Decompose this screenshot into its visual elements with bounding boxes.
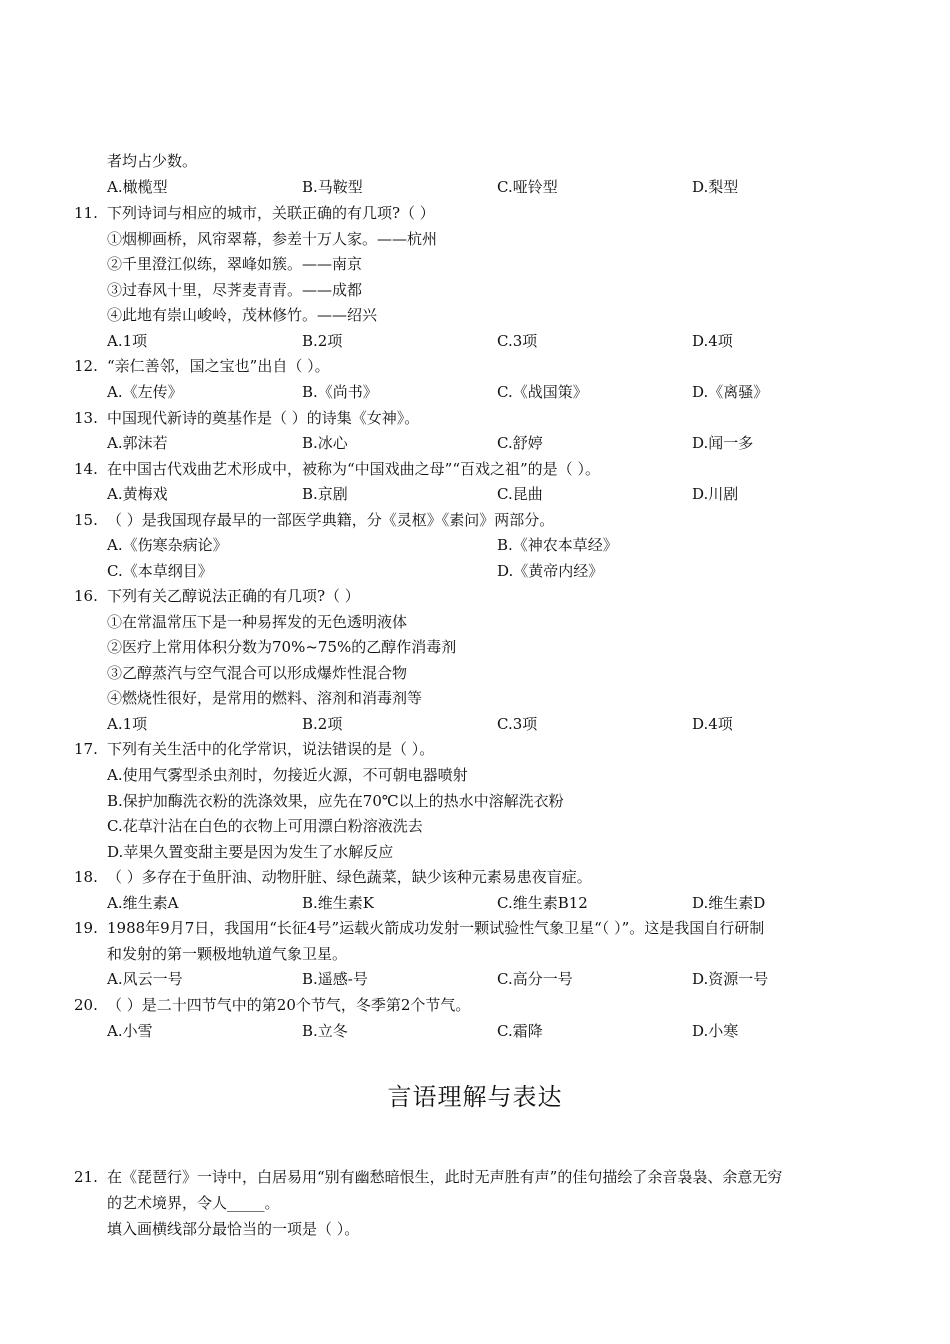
q18-stem: （ ）多存在于鱼肝油、动物肝脏、绿色蔬菜，缺少该种元素易患夜盲症。 (107, 868, 592, 886)
q13-option-a: A.郭沫若 (107, 434, 168, 452)
q11-option-a: A.1项 (107, 332, 148, 350)
q17-option-a: A.使用气雾型杀虫剂时，勿接近火源，不可朝电器喷射 (107, 766, 468, 784)
q18-option-d: D.维生素D (692, 894, 766, 912)
q18-option-c: C.维生素B12 (497, 894, 588, 912)
q10-continuation: 者均占少数。 (107, 152, 198, 170)
q20-stem: （ ）是二十四节气中的第20个节气，冬季第2个节气。 (107, 996, 471, 1014)
q16-item-1: ①在常温常压下是一种易挥发的无色透明液体 (107, 613, 408, 631)
q18-number: 18. (74, 868, 98, 886)
q13-option-c: C.舒婷 (497, 434, 543, 452)
q16-item-4: ④燃烧性很好，是常用的燃料、溶剂和消毒剂等 (107, 689, 423, 707)
q11-option-b: B.2项 (302, 332, 343, 350)
q12-option-c: C.《战国策》 (497, 383, 588, 401)
q19-option-a: A.风云一号 (107, 970, 183, 988)
q19-number: 19. (74, 919, 98, 937)
q19-stem: 1988年9月7日，我国用“长征4号”运载火箭成功发射一颗试验性气象卫星“（ ）”。这是我国自行研制 (107, 919, 765, 937)
q15-number: 15. (74, 511, 98, 529)
q10-option-c: C.哑铃型 (497, 178, 558, 196)
q14-option-c: C.昆曲 (497, 485, 543, 503)
q20-option-b: B.立冬 (302, 1022, 348, 1040)
q19-stem-continued: 和发射的第一颗极地轨道气象卫星。 (107, 945, 348, 963)
q13-number: 13. (74, 409, 98, 427)
q18-option-a: A.维生素A (107, 894, 179, 912)
q16-stem: 下列有关乙醇说法正确的有几项?（ ） (107, 587, 360, 605)
q20-option-a: A.小雪 (107, 1022, 153, 1040)
q16-item-3: ③乙醇蒸汽与空气混合可以形成爆炸性混合物 (107, 664, 408, 682)
q14-option-b: B.京剧 (302, 485, 348, 503)
q10-option-d: D.梨型 (692, 178, 739, 196)
q15-option-b: B.《神农本草经》 (497, 536, 618, 554)
q16-number: 16. (74, 587, 98, 605)
q12-option-b: B.《尚书》 (302, 383, 378, 401)
q18-option-b: B.维生素K (302, 894, 374, 912)
q20-number: 20. (74, 996, 98, 1014)
q14-stem: 在中国古代戏曲艺术形成中，被称为“中国戏曲之母”“百戏之祖”的是（ ）。 (107, 460, 600, 478)
q14-number: 14. (74, 460, 98, 478)
q12-option-a: A.《左传》 (107, 383, 183, 401)
q11-option-c: C.3项 (497, 332, 538, 350)
q11-stem: 下列诗词与相应的城市，关联正确的有几项?（ ） (107, 204, 435, 222)
q17-option-b: B.保护加酶洗衣粉的洗涤效果，应先在70℃以上的热水中溶解洗衣粉 (107, 792, 564, 810)
q17-option-c: C.花草汁沾在白色的衣物上可用漂白粉溶液洗去 (107, 817, 423, 835)
q17-number: 17. (74, 740, 98, 758)
q14-option-d: D.川剧 (692, 485, 739, 503)
q19-option-c: C.高分一号 (497, 970, 573, 988)
q21-stem: 在《琵琶行》一诗中，白居易用“别有幽愁暗恨生，此时无声胜有声”的佳句描绘了余音袅袅、余意无穷 (107, 1168, 783, 1186)
q11-option-d: D.4项 (692, 332, 733, 350)
q21-prompt: 填入画横线部分最恰当的一项是（ ）。 (107, 1220, 360, 1238)
q16-option-c: C.3项 (497, 715, 538, 733)
q12-number: 12. (74, 357, 98, 375)
q21-number: 21. (74, 1168, 98, 1186)
q12-stem: “亲仁善邻，国之宝也”出自（ ）。 (107, 357, 330, 375)
section-title: 言语理解与表达 (387, 1083, 563, 1111)
q16-option-d: D.4项 (692, 715, 733, 733)
q13-option-d: D.闻一多 (692, 434, 754, 452)
q17-stem: 下列有关生活中的化学常识，说法错误的是（ ）。 (107, 740, 435, 758)
q17-option-d: D.苹果久置变甜主要是因为发生了水解反应 (107, 843, 394, 861)
q19-option-b: B.遥感-号 (302, 970, 368, 988)
q15-option-a: A.《伤寒杂病论》 (107, 536, 228, 554)
q10-option-b: B.马鞍型 (302, 178, 363, 196)
q10-option-a: A.橄榄型 (107, 178, 168, 196)
q16-option-b: B.2项 (302, 715, 343, 733)
q14-option-a: A.黄梅戏 (107, 485, 168, 503)
q13-stem: 中国现代新诗的奠基作是（ ）的诗集《女神》。 (107, 409, 420, 427)
q11-item-4: ④此地有崇山峻岭，茂林修竹。——绍兴 (107, 306, 378, 324)
q12-option-d: D.《离骚》 (692, 383, 769, 401)
q20-option-d: D.小寒 (692, 1022, 739, 1040)
q20-option-c: C.霜降 (497, 1022, 543, 1040)
q21-stem-continued: 的艺术境界，令人_____。 (107, 1194, 280, 1212)
q15-stem: （ ）是我国现存最早的一部医学典籍，分《灵枢》《素问》两部分。 (107, 511, 555, 529)
q11-number: 11. (74, 204, 98, 222)
q19-option-d: D.资源一号 (692, 970, 769, 988)
q16-option-a: A.1项 (107, 715, 148, 733)
q15-option-d: D.《黄帝内经》 (497, 562, 604, 580)
q16-item-2: ②医疗上常用体积分数为70%~75%的乙醇作消毒剂 (107, 638, 457, 656)
q11-item-3: ③过春风十里，尽荠麦青青。——成都 (107, 281, 363, 299)
q15-option-c: C.《本草纲目》 (107, 562, 213, 580)
q11-item-2: ②千里澄江似练，翠峰如簇。——南京 (107, 255, 363, 273)
q13-option-b: B.冰心 (302, 434, 348, 452)
q11-item-1: ①烟柳画桥，风帘翠幕，参差十万人家。——杭州 (107, 230, 438, 248)
